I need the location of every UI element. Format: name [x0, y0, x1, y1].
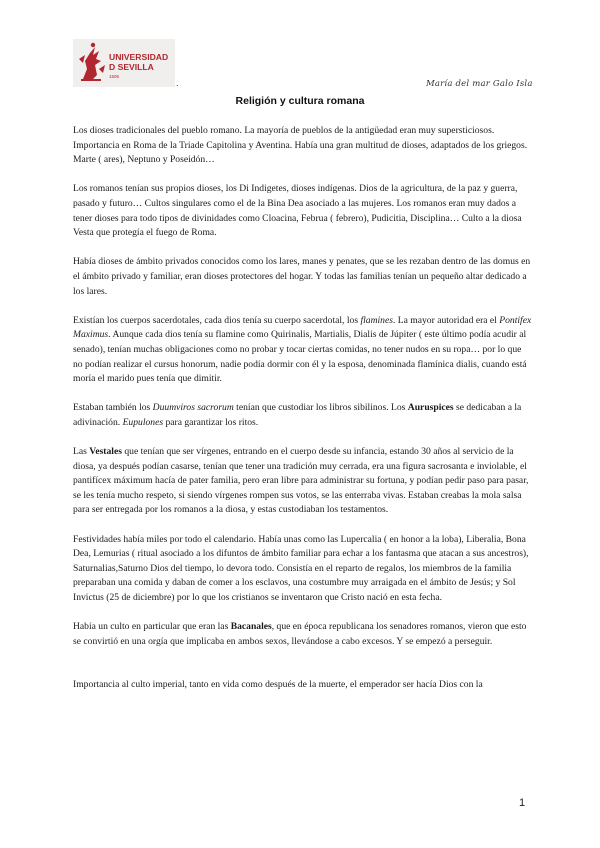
paragraph-festividades: Festividades había miles por todo el calendario. Había unas como las Lupercalia ( en honor a la loba), Liberalia, Bona Dea, Lemurias ( ritual asociado a los difuntos de ámbito familiar para echar a los fantasma que atacan a sus ancestros), Saturnalias,Saturno Dios del tiempo, lo devora todo. Consistía en el reparto de regalos, los miembros de la familia preparaban una comida y daban de comer a los esclavos, una costumbre muy arraigada en el ámbito de Jesús; y Sol Invictus (25 de diciembre) por lo que los cristianos se inventaron que Cristo nació en esta fecha.	[73, 533, 529, 603]
logo-name: UNIVERSIDAD	[109, 52, 169, 62]
logo-year: 1505	[109, 74, 120, 79]
paragraph-bacanales: Había un culto en particular que eran las Bacanales, que en época republicana los senadores romanos, vieron que esto se convirtió en una orgía que implicaba en ambos sexos, llevándose a cabo excesos. Y se empezó a perseguir.	[73, 621, 527, 647]
author-name: María del mar Galo Isla	[426, 79, 533, 89]
page-number: 1	[519, 797, 526, 809]
document-body	[73, 124, 533, 693]
page-title: Religión y cultura romana	[235, 95, 365, 107]
paragraph-lares: Había dioses de ámbito privados conocidos como los lares, manes y penates, que se les rezaban dentro de las domus en el ámbito privado y familiar, eran dioses protectores del hogar. Y todas las familias tenían un pequeño altar dedicado a los lares.	[73, 256, 531, 297]
logo-name-2: D SEVILLA	[109, 62, 154, 72]
paragraph-duumviros: Estaban también los Duumviros sacrorum tenían que custodiar los libros sibilinos. Los Auruspices se dedicaban a la adivinación. Eupulones para garantizar los ritos.	[73, 402, 522, 428]
paragraph-vestales: Las Vestales que tenían que ser vírgenes, entrando en el cuerpo desde su infancia, estando 30 años al servicio de la diosa, ya después podían casarse, tenían que tener una tradición muy cerrada, era una figura sacrosanta e inviolable, el pantifícex máximum hacía de pater familia, pero eran libre para administrar su fortuna, y podían pedir paso para pasar, se les tenía mucho respeto, si siendo vírgenes rompen sus votos, se las enterraba vivas. Estaban creabas la mola salsa para ser entregada por los romanos a la diosa, y estas custodiaban los testamentos.	[73, 446, 529, 516]
header-dot: .	[176, 78, 179, 88]
paragraph-culto-imperial: Importancia al culto imperial, tanto en vida como después de la muerte, el emperador ser hacía Dios con la	[73, 679, 483, 691]
paragraph-dioses: Los dioses tradicionales del pueblo romano. La mayoría de pueblos de la antigüedad eran muy supersticiosos. Importancia en Roma de la Triade Capitolina y Aventina. Había una gran multitud de dioses, adaptados de los griegos. Marte ( ares), Neptuno y Poseidón…	[73, 125, 528, 166]
university-seal-icon	[73, 39, 175, 87]
paragraph-di-indigetes: Los romanos tenían sus propios dioses, los Di Indigetes, dioses indígenas. Dios de la agricultura, de la paz y guerra, pasado y futuro… Cultos singulares como el de la Bina Dea asociado a las mujeres. Los romanos eran muy dados a tener dioses para todo tipos de divinidades como Cloacina, Februa ( febrero), Pudicitia, Disciplina… Culto a la diosa Vesta que protegía el fuego de Roma.	[73, 183, 522, 239]
university-logo	[73, 39, 175, 87]
paragraph-sacerdotes: Existían los cuerpos sacerdotales, cada dios tenía su cuerpo sacerdotal, los flamines. La mayor autoridad era el Pontifex Maximus. Aunque cada dios tenía su flamine como Quirinalis, Martialis, Dialis de Júpiter ( este último podía acudir al senado), tenían muchas obligaciones como no probar y tocar ciertas comidas, no tener nudos en su ropa… por lo que no podían realizar el cursus honorum, nadie podía dormir con él y la esposa, denominada flamínica dialis, cuando está moría el marido pues tenía que dimitir.	[73, 314, 532, 385]
